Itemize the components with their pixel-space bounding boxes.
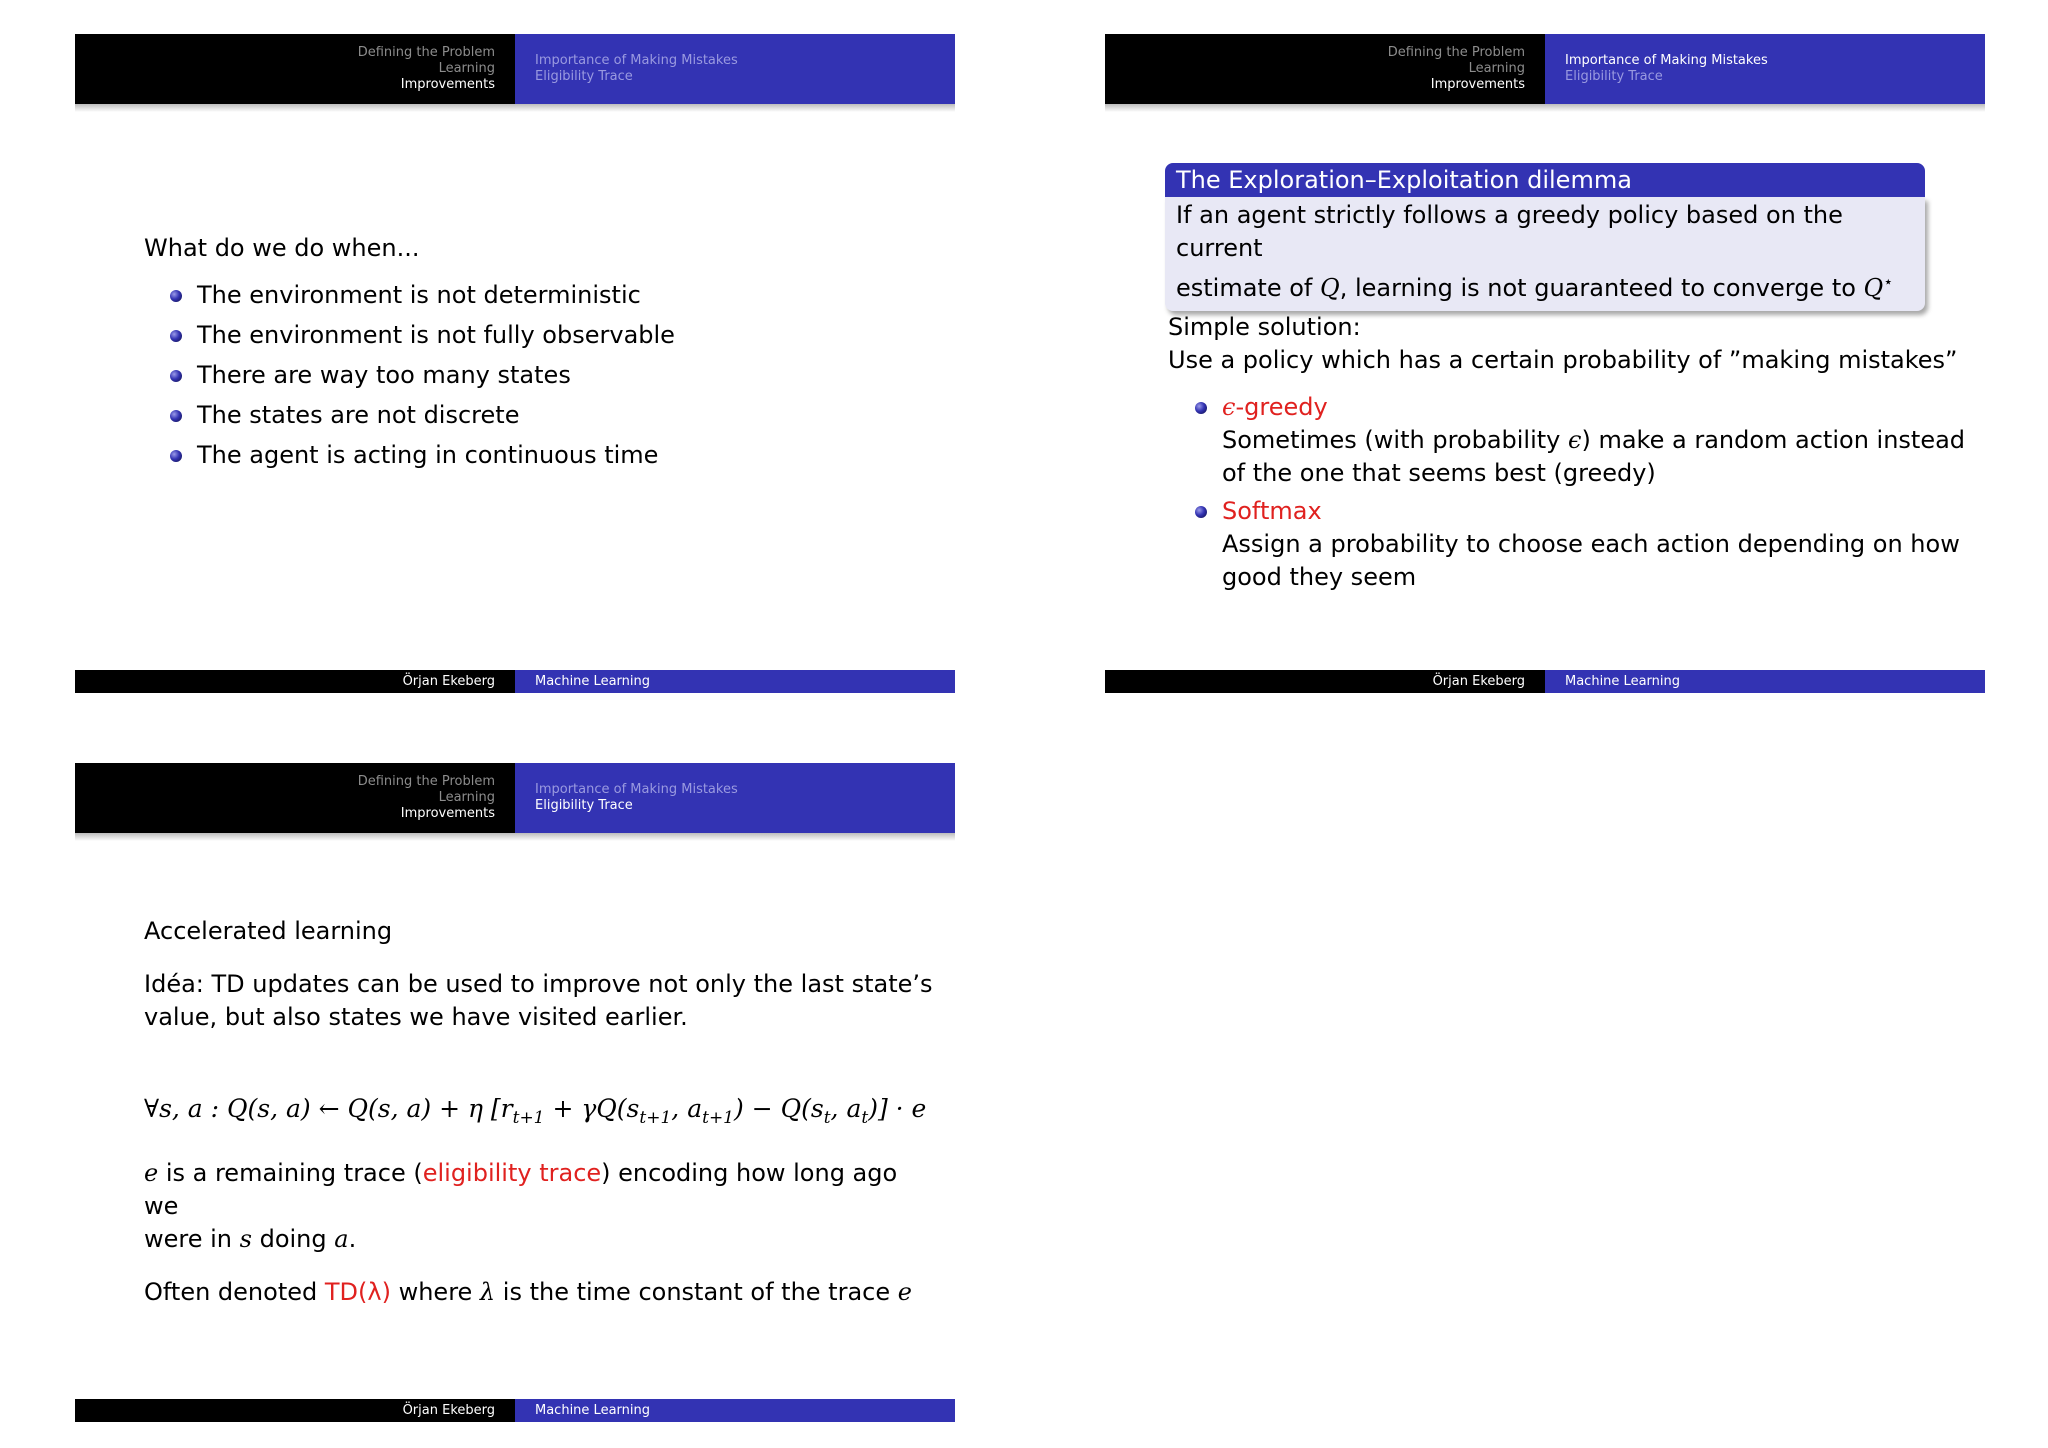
section-learning[interactable]: Learning <box>438 790 495 805</box>
slide-header <box>75 34 955 104</box>
subsection-eligibility[interactable]: Eligibility Trace <box>1565 69 1663 84</box>
section-improvements[interactable]: Improvements <box>400 806 495 821</box>
section-learning[interactable]: Learning <box>1468 61 1525 76</box>
footer-author: Örjan Ekeberg <box>75 1399 515 1422</box>
bullet-icon <box>1195 506 1207 518</box>
bullet-icon <box>170 450 182 462</box>
slide-header <box>1105 34 1985 104</box>
trace-text: e is a remaining trace (eligibility trace) encoding how long ago we were in s doing a. <box>144 1159 898 1253</box>
section-learning[interactable]: Learning <box>438 61 495 76</box>
slide-footer <box>75 1399 955 1422</box>
list-item: The agent is acting in continuous time <box>170 439 675 472</box>
slide-body <box>144 232 675 472</box>
bullet-list <box>170 279 675 472</box>
subsection-mistakes[interactable]: Importance of Making Mistakes <box>1565 53 1768 68</box>
slide-footer <box>75 670 955 693</box>
section-improvements[interactable]: Improvements <box>400 77 495 92</box>
header-shadow <box>75 833 955 841</box>
update-formula: ∀s, a : Q(s, a) ← Q(s, a) + η [$r_{t+1} + \gamma Q(s_{t+1}$, $a_{t+1}) - Q(s_t$, $a_t)] \cdot e$ <box>144 1094 927 1128</box>
section-defining-problem[interactable]: Defining the Problem <box>1387 45 1525 60</box>
footer-title: Machine Learning <box>515 670 955 693</box>
block-line-1: If an agent strictly follows a greedy policy based on the current <box>1176 201 1843 262</box>
subsection-nav <box>515 34 955 104</box>
bullet-icon <box>170 290 182 302</box>
slide-3 <box>75 763 955 1427</box>
td-lambda-text: Often denoted TD(λ) where λ is the time constant of the trace e <box>144 1278 912 1306</box>
bullet-icon <box>170 370 182 382</box>
list-item: The states are not discrete <box>170 399 675 432</box>
section-nav <box>75 34 515 104</box>
slide-body <box>144 915 934 1309</box>
list-item: The environment is not deterministic <box>170 279 675 312</box>
heading-text: Accelerated learning <box>144 917 393 945</box>
bullet-icon <box>170 410 182 422</box>
section-defining-problem[interactable]: Defining the Problem <box>357 774 495 789</box>
section-improvements[interactable]: Improvements <box>1430 77 1525 92</box>
simple-solution-text: Simple solution: <box>1168 313 1361 341</box>
footer-title: Machine Learning <box>515 1399 955 1422</box>
list-item: The environment is not fully observable <box>170 319 675 352</box>
footer-author: Örjan Ekeberg <box>1105 670 1545 693</box>
slide-2-body <box>1168 311 1965 594</box>
policy-text: Use a policy which has a certain probability of ”making mistakes” <box>1168 346 1958 374</box>
block-title: The Exploration–Exploitation dilemma <box>1165 163 1925 197</box>
section-defining-problem[interactable]: Defining the Problem <box>357 45 495 60</box>
dilemma-block <box>1165 163 1925 302</box>
slide-header <box>75 763 955 833</box>
subsection-mistakes[interactable]: Importance of Making Mistakes <box>535 782 738 797</box>
block-line-2: estimate of Q, learning is not guaranteed to converge to Q⋆ <box>1176 272 1894 302</box>
header-shadow <box>75 104 955 112</box>
subsection-eligibility[interactable]: Eligibility Trace <box>535 69 633 84</box>
intro-text: What do we do when... <box>144 234 420 262</box>
footer-title: Machine Learning <box>1545 670 1985 693</box>
subsection-eligibility[interactable]: Eligibility Trace <box>535 798 633 813</box>
block-body <box>1165 197 1925 311</box>
subsection-nav <box>515 763 955 833</box>
idea-text: Idéa: TD updates can be used to improve not only the last state’s value, but also states we have visited earlier. <box>144 970 933 1031</box>
list-item-softmax: Softmax Assign a probability to choose each action depending on how good they seem <box>1195 495 1965 594</box>
header-shadow <box>1105 104 1985 112</box>
subsection-mistakes[interactable]: Importance of Making Mistakes <box>535 53 738 68</box>
slide-footer <box>1105 670 1985 693</box>
bullet-icon <box>170 330 182 342</box>
footer-author: Örjan Ekeberg <box>75 670 515 693</box>
section-nav <box>75 763 515 833</box>
section-nav <box>1105 34 1545 104</box>
slide-1 <box>75 34 955 698</box>
strategy-list <box>1195 391 1965 594</box>
subsection-nav <box>1545 34 1985 104</box>
bullet-icon <box>1195 402 1207 414</box>
list-item-epsilon-greedy: ϵ-greedy Sometimes (with probability ϵ) make a random action instead of the one that seems best (greedy) <box>1195 391 1965 490</box>
list-item: There are way too many states <box>170 359 675 392</box>
